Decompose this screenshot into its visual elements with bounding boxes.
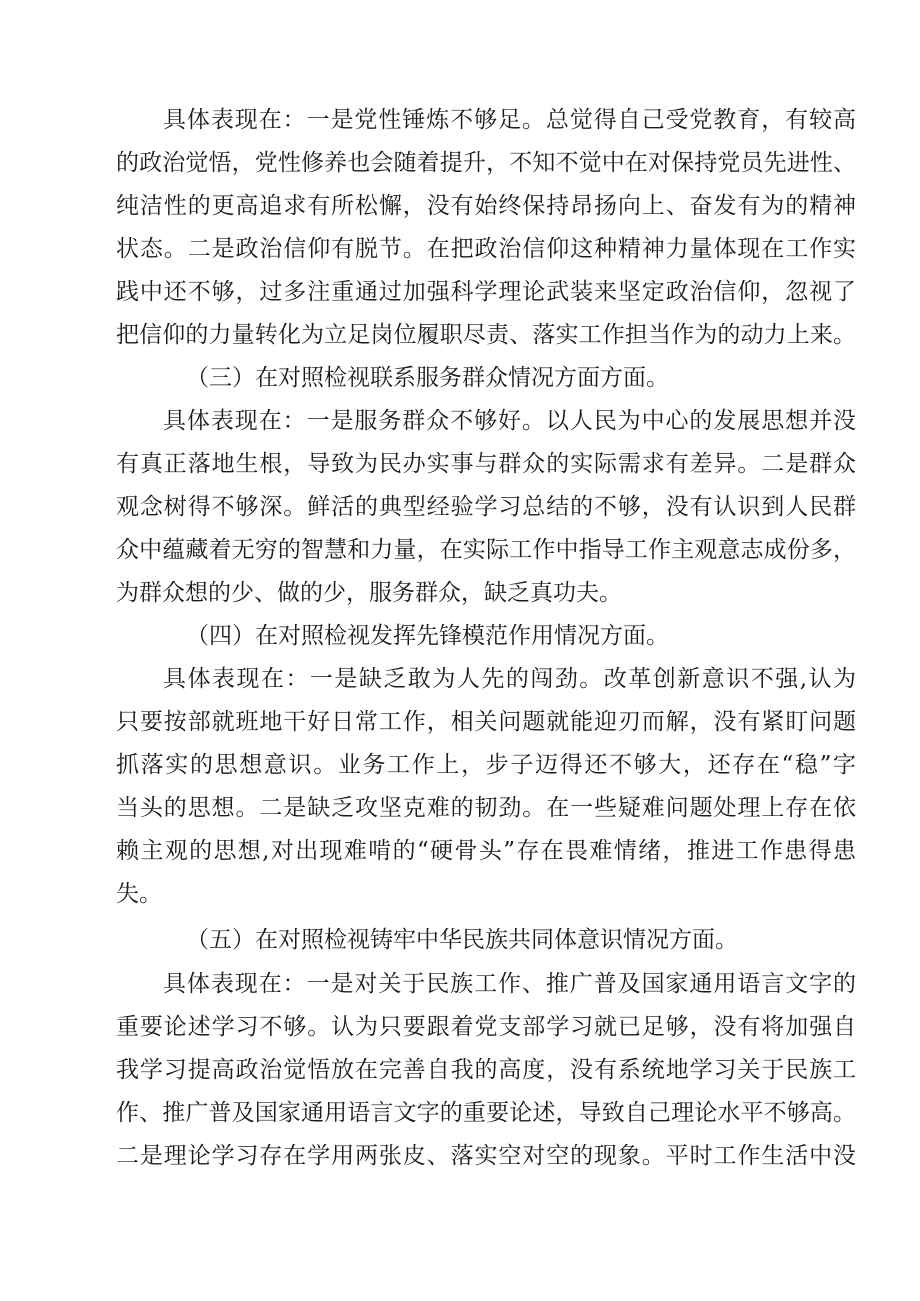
paragraph-line: 只要按部就班地干好日常工作，相关问题就能迎刃而解，没有紧盯问题 <box>116 709 856 735</box>
paragraph-line: 抓落实的思想意识。业务工作上，步子迈得还不够大，还存在“稳”字 <box>116 752 856 778</box>
section-heading: （四）在对照检视发挥先锋模范作用情况方面。 <box>186 623 669 649</box>
paragraph-line: 我学习提高政治觉悟放在完善自我的高度，没有系统地学习关于民族工 <box>116 1057 856 1083</box>
paragraph-line: 状态。二是政治信仰有脱节。在把政治信仰这种精神力量体现在工作实 <box>116 236 856 262</box>
paragraph-line: 众中蕴藏着无穷的智慧和力量，在实际工作中指导工作主观意志成份多， <box>116 537 856 563</box>
paragraph-line: 失。 <box>116 881 162 907</box>
paragraph-line: 纯洁性的更高追求有所松懈，没有始终保持昂扬向上、奋发有为的精神 <box>116 193 856 219</box>
paragraph-line: 为群众想的少、做的少，服务群众，缺乏真功夫。 <box>116 580 622 606</box>
paragraph-line: 作、推广普及国家通用语言文字的重要论述，导致自己理论水平不够高。 <box>116 1100 856 1126</box>
paragraph-line: 具体表现在：一是服务群众不够好。以人民为中心的发展思想并没 <box>163 408 856 434</box>
paragraph-line: 二是理论学习存在学用两张皮、落实空对空的现象。平时工作生活中没 <box>116 1143 856 1169</box>
paragraph-line: 观念树得不够深。鲜活的典型经验学习总结的不够，没有认识到人民群 <box>116 494 856 520</box>
section-heading: （三）在对照检视联系服务群众情况方面方面。 <box>186 365 669 391</box>
section-heading: （五）在对照检视铸牢中华民族共同体意识情况方面。 <box>186 927 738 953</box>
paragraph-line: 重要论述学习不够。认为只要跟着党支部学习就已足够，没有将加强自 <box>116 1014 856 1040</box>
paragraph-line: 当头的思想。二是缺乏攻坚克难的韧劲。在一些疑难问题处理上存在依 <box>116 795 856 821</box>
paragraph-line: 具体表现在：一是党性锤炼不够足。总觉得自己受党教育，有较高 <box>163 107 856 133</box>
paragraph-line: 践中还不够，过多注重通过加强科学理论武装来坚定政治信仰，忽视了 <box>116 279 856 305</box>
paragraph-line: 把信仰的力量转化为立足岗位履职尽责、落实工作担当作为的动力上来。 <box>116 322 856 348</box>
paragraph-line: 赖主观的思想,对出现难啃的“硬骨头”存在畏难情绪，推进工作患得患 <box>116 838 856 864</box>
paragraph-line: 具体表现在：一是对关于民族工作、推广普及国家通用语言文字的 <box>163 971 856 997</box>
paragraph-line: 的政治觉悟，党性修养也会随着提升，不知不觉中在对保持党员先进性、 <box>116 150 856 176</box>
paragraph-line: 有真正落地生根，导致为民办实事与群众的实际需求有差异。二是群众 <box>116 451 856 477</box>
paragraph-line: 具体表现在：一是缺乏敢为人先的闯劲。改革创新意识不强,认为 <box>163 666 856 692</box>
